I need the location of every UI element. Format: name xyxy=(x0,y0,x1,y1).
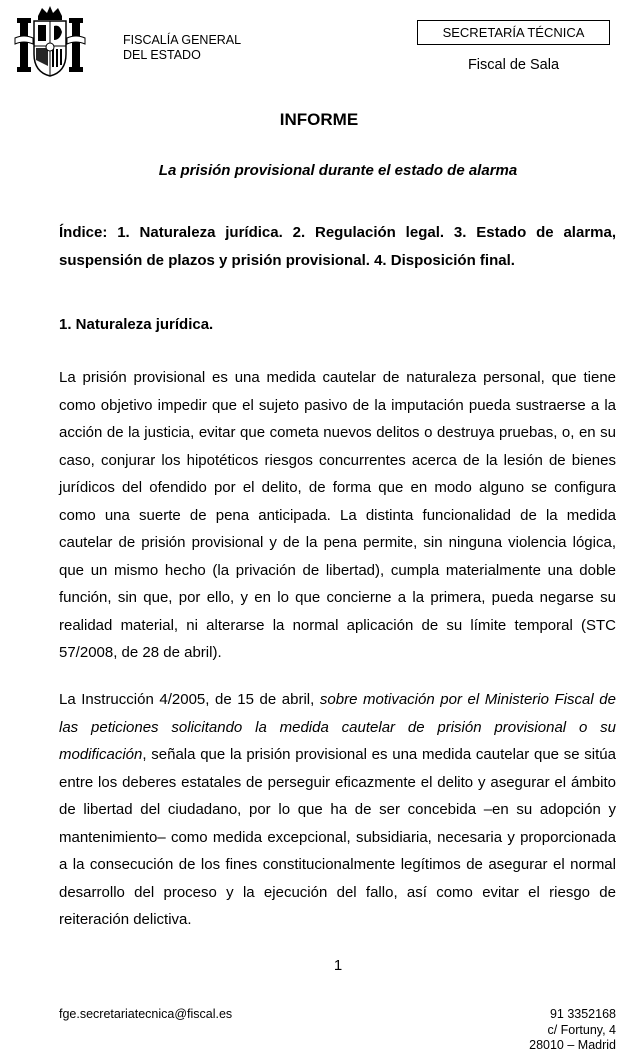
department-subtitle: Fiscal de Sala xyxy=(467,57,560,73)
section-heading: 1. Naturaleza jurídica. xyxy=(59,316,214,333)
footer-address xyxy=(529,1007,616,1054)
document-title: INFORME xyxy=(279,110,359,129)
paragraph-2-end: , señala que la prisión provisional es una medida cautelar que se sitúa entre los deberes estatales de perseguir eficazmente el delito y asegurar el ámbito de libertad del ciudadano, por lo que ha de ser concebida –en su adopción y mantenimiento– como medida excepcional, subsidiaria, necesaria y proporcionada a la consecución de los fines constitucionalmente legítimos de asegurar el normal desarrollo del proceso y la ejecución del fallo, así como evitar el riesgo de reiteración delictiva. xyxy=(59,746,616,928)
footer-email: fge.secretariatecnica@fiscal.es xyxy=(59,1007,233,1021)
paragraph-2-italic: sobre motivación por el Ministerio Fiscal de las peticiones solicitando la medida cautelar de prisión provisional o su modificación xyxy=(59,691,616,763)
footer-phone: 91 3352168 xyxy=(549,1007,616,1021)
page-number: 1 xyxy=(333,957,343,974)
footer-city: 28010 – Madrid xyxy=(529,1038,616,1052)
body-paragraph-1: La prisión provisional es una medida cautelar de naturaleza personal, que tiene como objetivo impedir que el sujeto pasivo de la imputación pueda sustraerse a la acción de la justicia, evitar que cometa nuevos delitos o destruya pruebas, o, en su caso, conjurar los hipotéticos riesgos concurrentes acerca de la lesión de bienes jurídicos del ofendido por el delito, de forma que en modo alguno se configura como una suerte de pena anticipada. La distinta funcionalidad de la medida cautelar de prisión provisional y de la pena permite, sin ninguna violencia lógica, que un mismo hecho (la privación de libertad), cumpla materialmente una doble función, sin que, por ello, y en lo que concierne a la primera, pueda negarse su realidad material, ni alterarse la normal aplicación de su límite temporal (STC 57/2008, de 28 de abril). xyxy=(59,369,616,661)
org-line-2: DEL ESTADO xyxy=(123,48,201,62)
organization-name xyxy=(123,33,241,63)
body-paragraph-2 xyxy=(59,686,616,934)
paragraph-2-start: La Instrucción 4/2005, de 15 de abril, xyxy=(59,691,320,708)
footer-street: c/ Fortuny, 4 xyxy=(547,1022,616,1037)
org-line-1: FISCALÍA GENERAL xyxy=(123,33,242,47)
document-subtitle: La prisión provisional durante el estado de alarma xyxy=(158,162,518,179)
index-paragraph: Índice: 1. Naturaleza jurídica. 2. Regulación legal. 3. Estado de alarma, suspensión de plazos y prisión provisional. 4. Disposición final. xyxy=(59,224,616,269)
coat-of-arms-icon xyxy=(14,4,86,78)
department-box: SECRETARÍA TÉCNICA xyxy=(417,20,610,45)
